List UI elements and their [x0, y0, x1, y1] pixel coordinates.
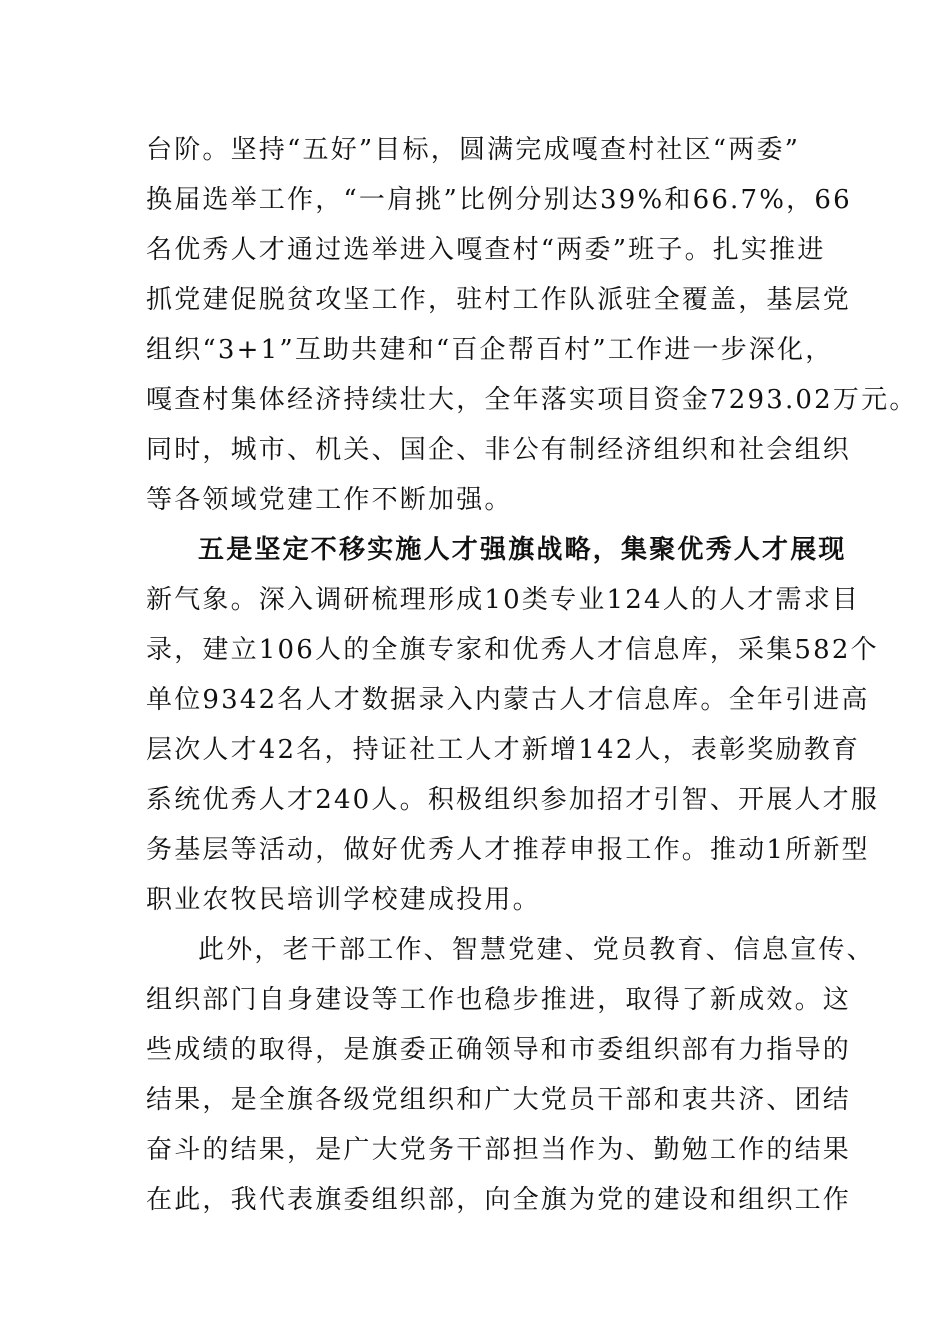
- text-line: 系统优秀人才240人。积极组织参加招才引智、开展人才服: [146, 785, 880, 815]
- text-line: 组织“3+1”互助共建和“百企帮百村”工作进一步深化，: [146, 335, 834, 365]
- text-line: 嘎查村集体经济持续壮大，全年落实项目资金7293.02万元。: [146, 385, 918, 415]
- text-line: 台阶。坚持“五好”目标，圆满完成嘎查村社区“两委”: [146, 135, 801, 165]
- text-line: 同时，城市、机关、国企、非公有制经济组织和社会组织: [146, 435, 852, 465]
- text-line: 名优秀人才通过选举进入嘎查村“两委”班子。扎实推进: [146, 235, 826, 265]
- text-line: 务基层等活动，做好优秀人才推荐申报工作。推动1所新型: [146, 835, 870, 865]
- text-line: 录，建立106人的全旗专家和优秀人才信息库，采集582个: [146, 635, 879, 665]
- section-heading-line: 五是坚定不移实施人才强旗战略，集聚优秀人才展现: [198, 535, 847, 565]
- text-line: 结果，是全旗各级党组织和广大党员干部和衷共济、团结: [146, 1085, 852, 1115]
- text-line: 抓党建促脱贫攻坚工作，驻村工作队派驻全覆盖，基层党: [146, 285, 852, 315]
- text-line: 此外，老干部工作、智慧党建、党员教育、信息宣传、: [198, 935, 875, 965]
- text-line: 组织部门自身建设等工作也稳步推进，取得了新成效。这: [146, 985, 852, 1015]
- text-line: 换届选举工作，“一肩挑”比例分别达39%和66.7%，66: [146, 185, 852, 215]
- text-line: 职业农牧民培训学校建成投用。: [146, 885, 541, 915]
- text-line: 奋斗的结果，是广大党务干部担当作为、勤勉工作的结果: [146, 1135, 852, 1165]
- text-line: 层次人才42名，持证社工人才新增142人，表彰奖励教育: [146, 735, 861, 765]
- text-line: 些成绩的取得，是旗委正确领导和市委组织部有力指导的: [146, 1035, 852, 1065]
- text-line: 等各领域党建工作不断加强。: [146, 485, 513, 515]
- text-line: 新气象。深入调研梳理形成10类专业124人的人才需求目: [146, 585, 861, 615]
- text-line: 单位9342名人才数据录入内蒙古人才信息库。全年引进高: [146, 685, 870, 715]
- text-line: 在此，我代表旗委组织部，向全旗为党的建设和组织工作: [146, 1185, 852, 1215]
